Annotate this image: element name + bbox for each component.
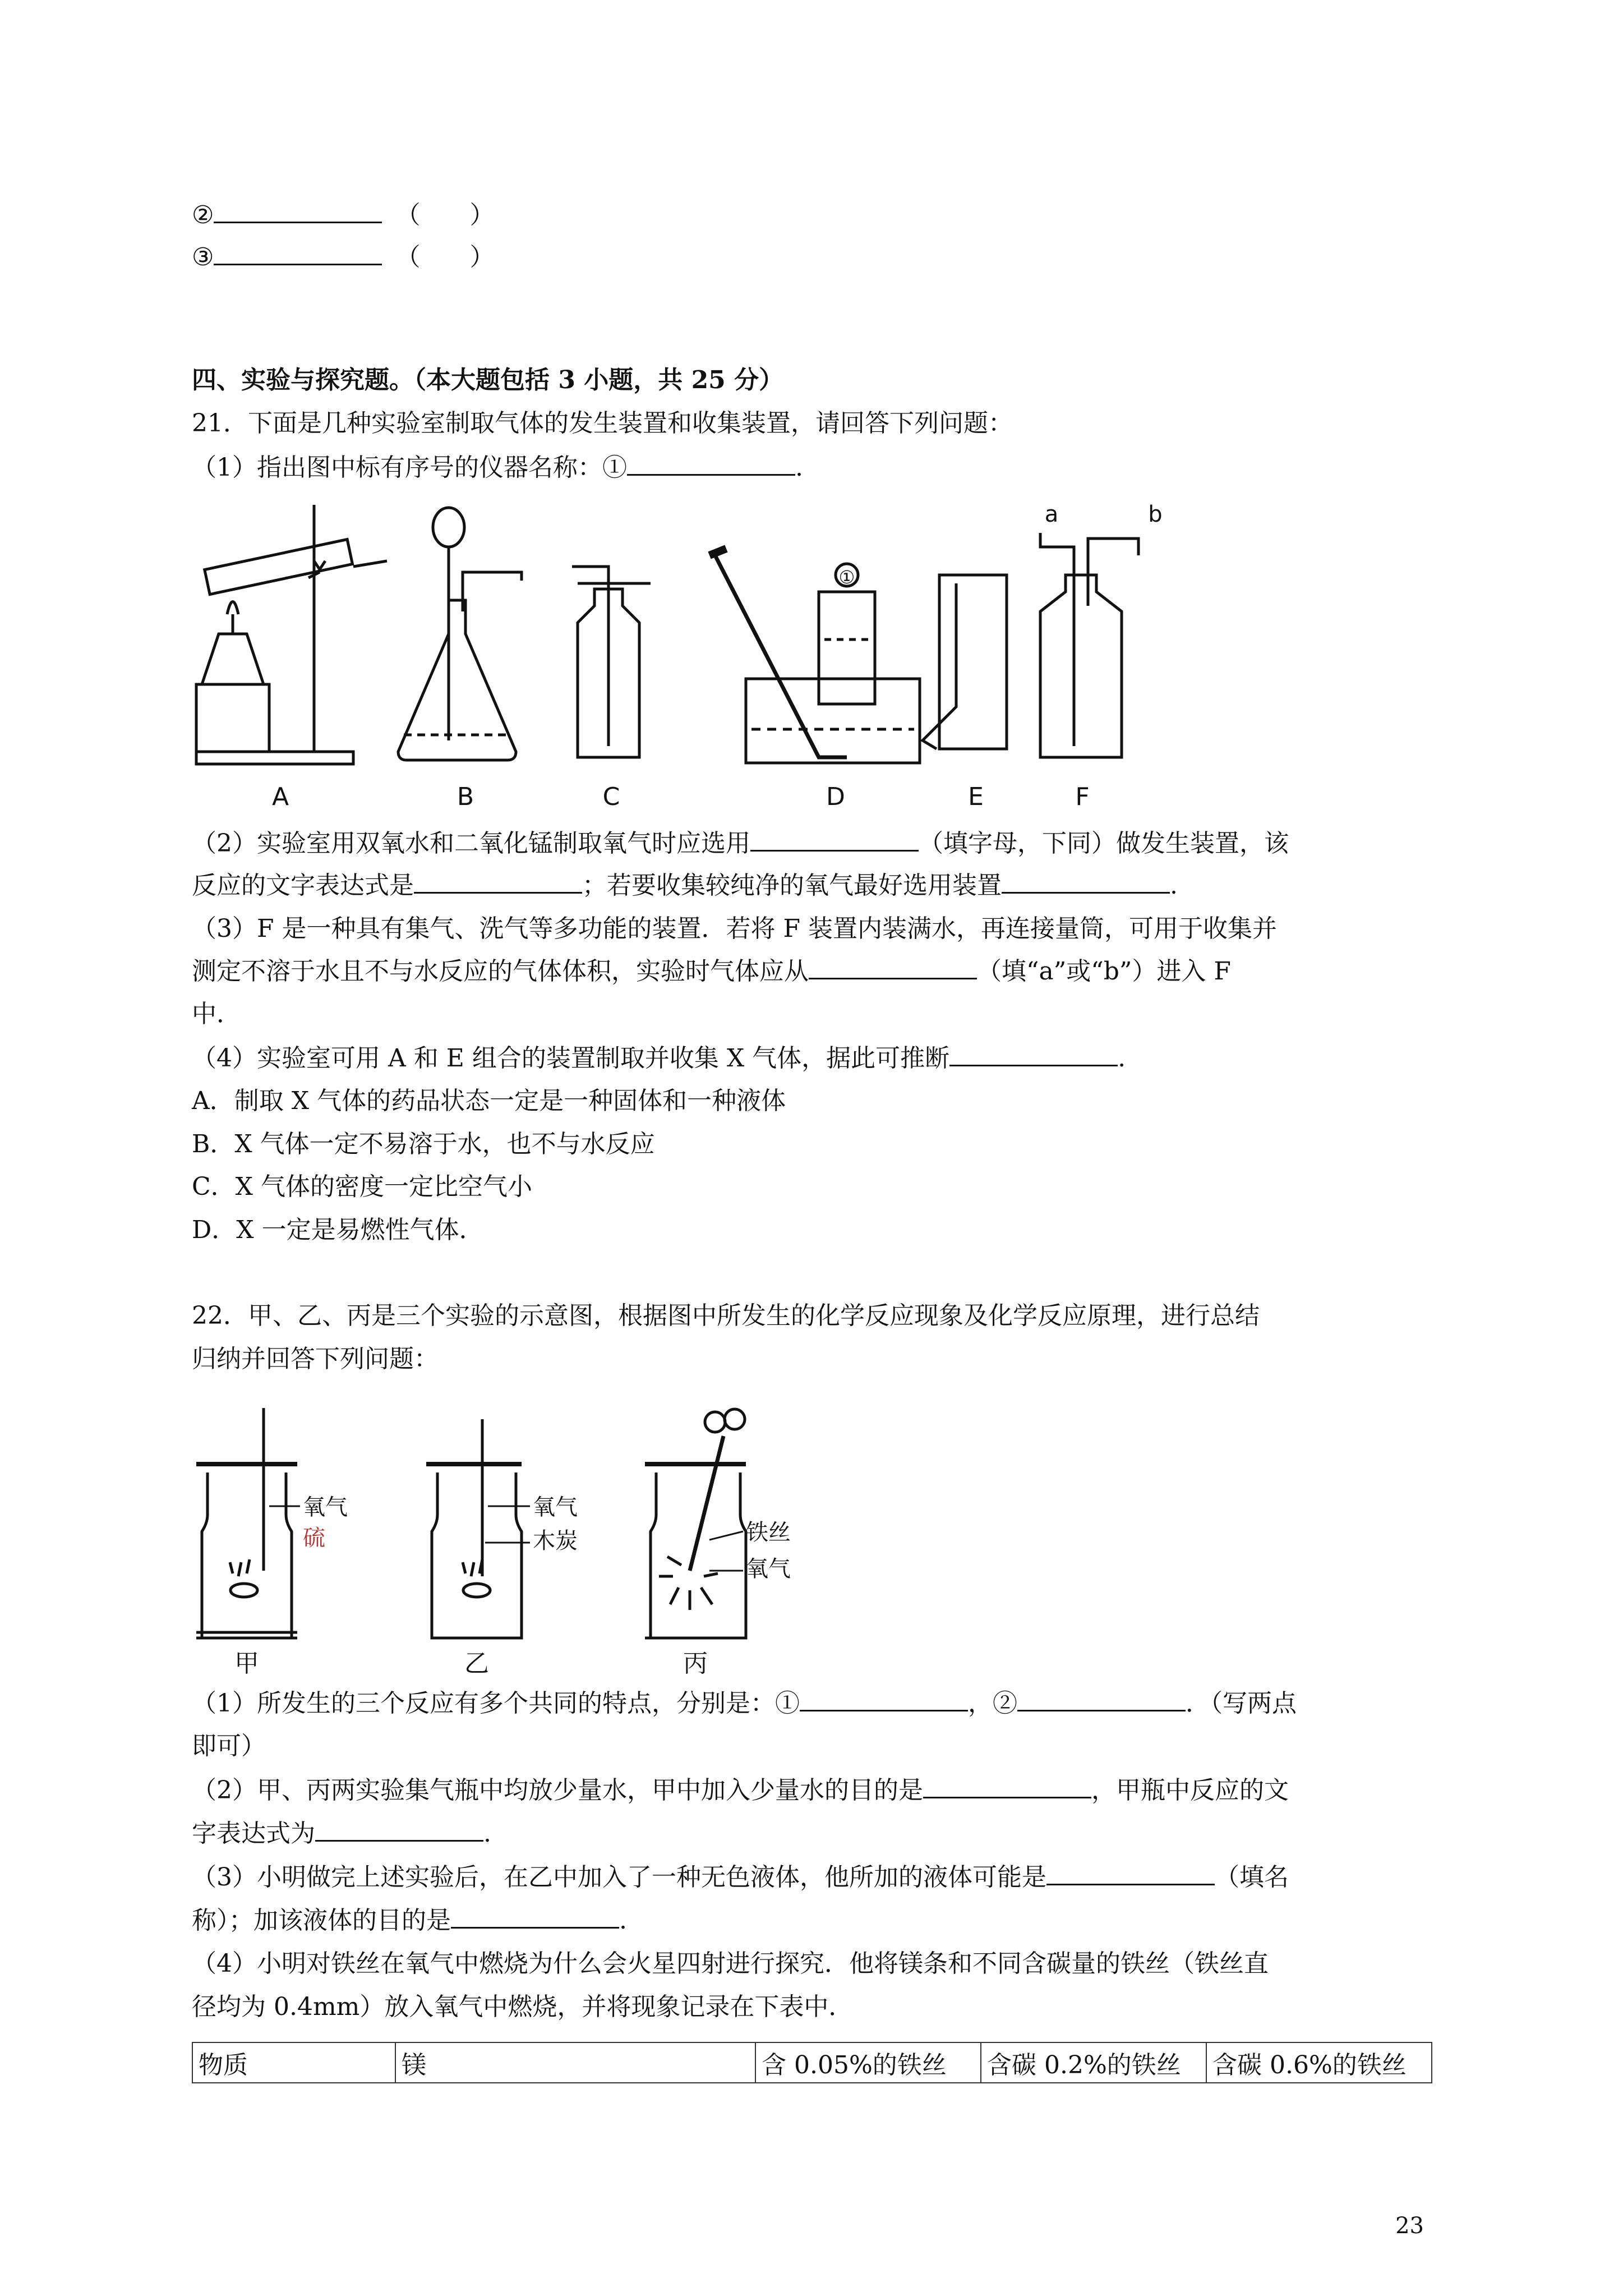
table-cell: 含碳 0.6%的铁丝 [1206, 2042, 1432, 2083]
answer-blank[interactable] [923, 1774, 1091, 1798]
q21-option-a: A．制取 X 气体的药品状态一定是一种固体和一种液体 [192, 1087, 786, 1115]
item-3: ③ （ ） [192, 241, 494, 273]
item-2: ② （ ） [192, 199, 494, 231]
answer-blank[interactable] [214, 241, 382, 265]
bottle-jia [196, 1408, 297, 1638]
q22-part4-line2: 径均为 0.4mm）放入氧气中燃烧，并将现象记录在下表中． [192, 1993, 854, 2021]
q21-part3-line1: （3）F 是一种具有集气、洗气等多功能的装置．若将 F 装置内装满水，再连接量筒，可用于收集并 [192, 914, 1278, 943]
tube-b-label: b [1148, 501, 1163, 527]
answer-blank[interactable] [451, 1904, 619, 1929]
q21-stem: 21．下面是几种实验室制取气体的发生装置和收集装置，请回答下列问题： [192, 409, 1013, 438]
apparatus-c [572, 567, 651, 757]
answer-blank[interactable] [315, 1818, 483, 1842]
answer-blank[interactable] [1002, 869, 1170, 894]
observation-table [192, 2042, 1432, 2083]
q22-part3-line1: （3）小明做完上述实验后，在乙中加入了一种无色液体，他所加的液体可能是 （填名 [192, 1861, 1289, 1893]
answer-blank[interactable] [949, 1042, 1118, 1066]
marker-1: ① [838, 567, 855, 588]
apparatus-e [923, 575, 1007, 749]
q22-part3-line2: 称）；加该液体的目的是 . [192, 1904, 627, 1936]
q21-part4: （4）实验室可用 A 和 E 组合的装置制取并收集 X 气体，据此可推断 . [192, 1042, 1126, 1074]
apparatus-d [709, 549, 920, 763]
q21-part3-line3: 中． [192, 1000, 241, 1028]
q21-part2-line2: 反应的文字表达式是 ；若要收集较纯净的氧气最好选用装置 . [192, 869, 1178, 901]
answer-blank[interactable] [800, 1687, 968, 1711]
answer-blank[interactable] [1046, 1861, 1215, 1885]
apparatus-f [1040, 533, 1138, 757]
label-iron-wire: 铁丝 [746, 1520, 791, 1545]
label-bing: 丙 [683, 1649, 708, 1677]
q22-part1-line1: （1）所发生的三个反应有多个共同的特点，分别是：① ，② ．（写两点 [192, 1687, 1297, 1719]
q22-part1-line2: 即可） [192, 1732, 266, 1760]
answer-blank[interactable] [414, 869, 582, 894]
label-oxygen-bing: 氧气 [746, 1556, 791, 1582]
q21-part2-line1: （2）实验室用双氧水和二氧化锰制取氧气时应选用 （填字母，下同）做发生装置，该 [192, 827, 1289, 859]
label-b: B [457, 783, 474, 811]
label-f: F [1075, 783, 1090, 811]
combustion-figure [185, 1402, 886, 1677]
q22-stem-line2: 归纳并回答下列问题： [192, 1345, 439, 1373]
q22-part2-line2: 字表达式为 . [192, 1818, 491, 1849]
q21-option-d: D．X 一定是易燃性气体． [192, 1216, 484, 1244]
table-cell: 镁 [395, 2042, 755, 2083]
label-e: E [968, 783, 984, 811]
apparatus-a [196, 505, 387, 764]
label-d: D [826, 783, 845, 811]
answer-blank[interactable] [214, 199, 382, 223]
q22-part2-line1: （2）甲、丙两实验集气瓶中均放少量水，甲中加入少量水的目的是 ，甲瓶中反应的文 [192, 1774, 1289, 1806]
label-charcoal: 木炭 [533, 1528, 578, 1554]
label-a: A [271, 783, 289, 811]
section-heading: 四、实验与探究题。（本大题包括 3 小题，共 25 分） [192, 366, 784, 394]
table-cell: 含 0.05%的铁丝 [755, 2042, 981, 2083]
label-yi: 乙 [464, 1649, 489, 1677]
table-cell: 含碳 0.2%的铁丝 [981, 2042, 1206, 2083]
q22-stem-line1: 22．甲、乙、丙是三个实验的示意图，根据图中所发生的化学反应现象及化学反应原理，进行总结 [192, 1301, 1260, 1330]
answer-blank[interactable] [809, 955, 977, 979]
apparatus-b [398, 508, 522, 760]
tube-a-label: a [1044, 501, 1059, 527]
q21-part1: （1）指出图中标有序号的仪器名称：① . [192, 452, 803, 484]
answer-blank[interactable] [750, 827, 919, 852]
apparatus-figure [185, 494, 1211, 813]
table-row [192, 2042, 1432, 2083]
label-c: C [602, 783, 620, 811]
q21-option-b: B．X 气体一定不易溶于水，也不与水反应 [192, 1130, 655, 1158]
q21-part3-line2: 测定不溶于水且不与水反应的气体体积，实验时气体应从 （填“a”或“b”）进入 F [192, 955, 1231, 987]
bottle-bing [645, 1409, 746, 1638]
label-oxygen-jia: 氧气 [303, 1494, 348, 1520]
table-cell: 物质 [192, 2042, 395, 2083]
bottle-yi [426, 1419, 522, 1638]
page-number: 23 [1395, 2213, 1424, 2239]
label-oxygen-yi: 氧气 [533, 1494, 578, 1520]
q22-part4-line1: （4）小明对铁丝在氧气中燃烧为什么会火星四射进行探究．他将镁条和不同含碳量的铁丝（铁丝直 [192, 1949, 1269, 1978]
q21-option-c: C．X 气体的密度一定比空气小 [192, 1172, 532, 1201]
answer-blank[interactable] [627, 452, 795, 476]
answer-blank[interactable] [1017, 1687, 1186, 1711]
label-sulfur: 硫 [303, 1525, 325, 1551]
label-jia: 甲 [234, 1649, 259, 1677]
